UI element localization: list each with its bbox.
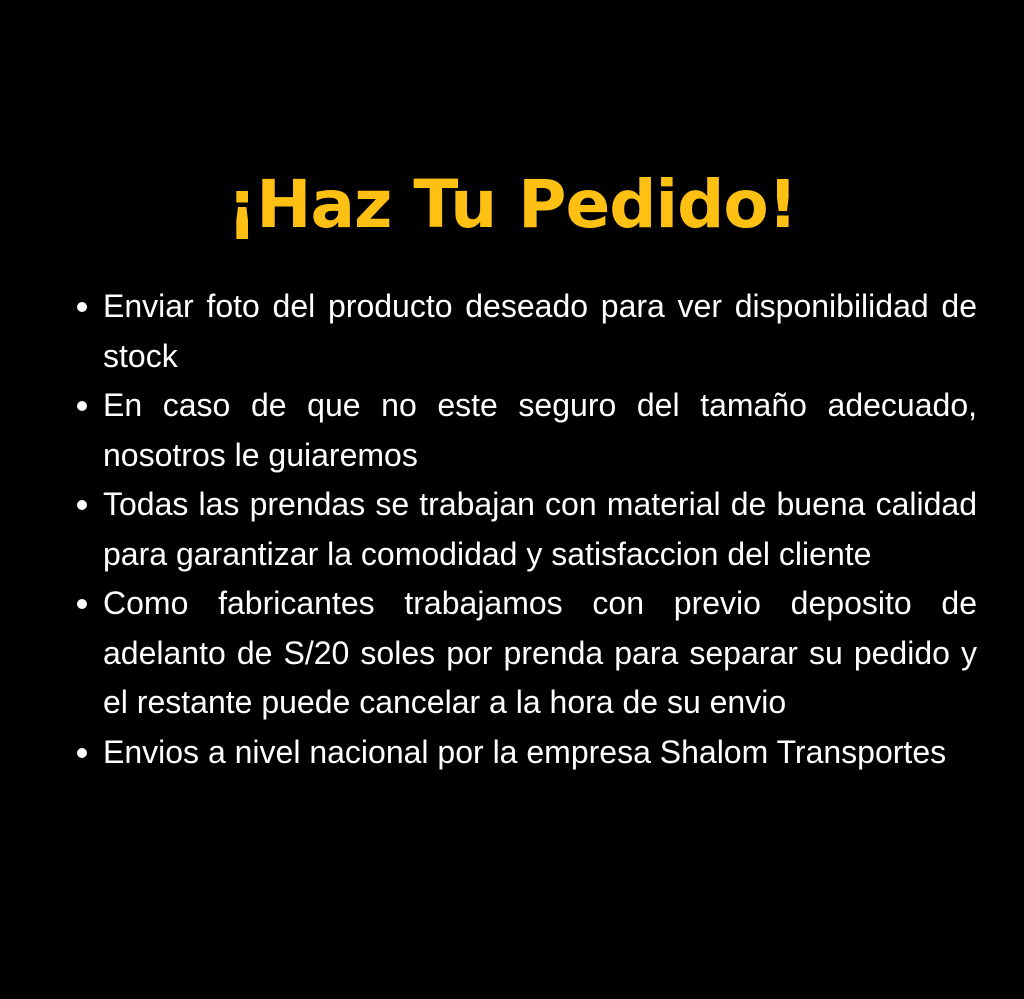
list-item (0, 728, 1024, 778)
bullet-icon (77, 302, 87, 312)
list-item (0, 480, 1024, 579)
bullet-icon (77, 748, 87, 758)
list-item-text: Todas las prendas se trabajan con material de buena calidad para garantizar la comodidad y satisfaccion del cliente (103, 486, 977, 572)
list-item-text: Como fabricantes trabajamos con previo deposito de adelanto de S/20 soles por prenda para separar su pedido y el restante puede cancelar a la hora de su envio (103, 585, 977, 720)
list-item-text: Enviar foto del producto deseado para ver disponibilidad de stock (103, 288, 977, 374)
bullet-icon (77, 401, 87, 411)
list-item (0, 381, 1024, 480)
list-item-text: En caso de que no este seguro del tamaño adecuado, nosotros le guiaremos (103, 387, 977, 473)
bullet-icon (77, 500, 87, 510)
list-item-text: Envios a nivel nacional por la empresa Shalom Transportes (103, 733, 947, 770)
info-list (0, 282, 1024, 777)
page-title: ¡Haz Tu Pedido! (227, 166, 797, 243)
list-item (0, 579, 1024, 728)
bullet-icon (77, 599, 87, 609)
list-item (0, 282, 1024, 381)
